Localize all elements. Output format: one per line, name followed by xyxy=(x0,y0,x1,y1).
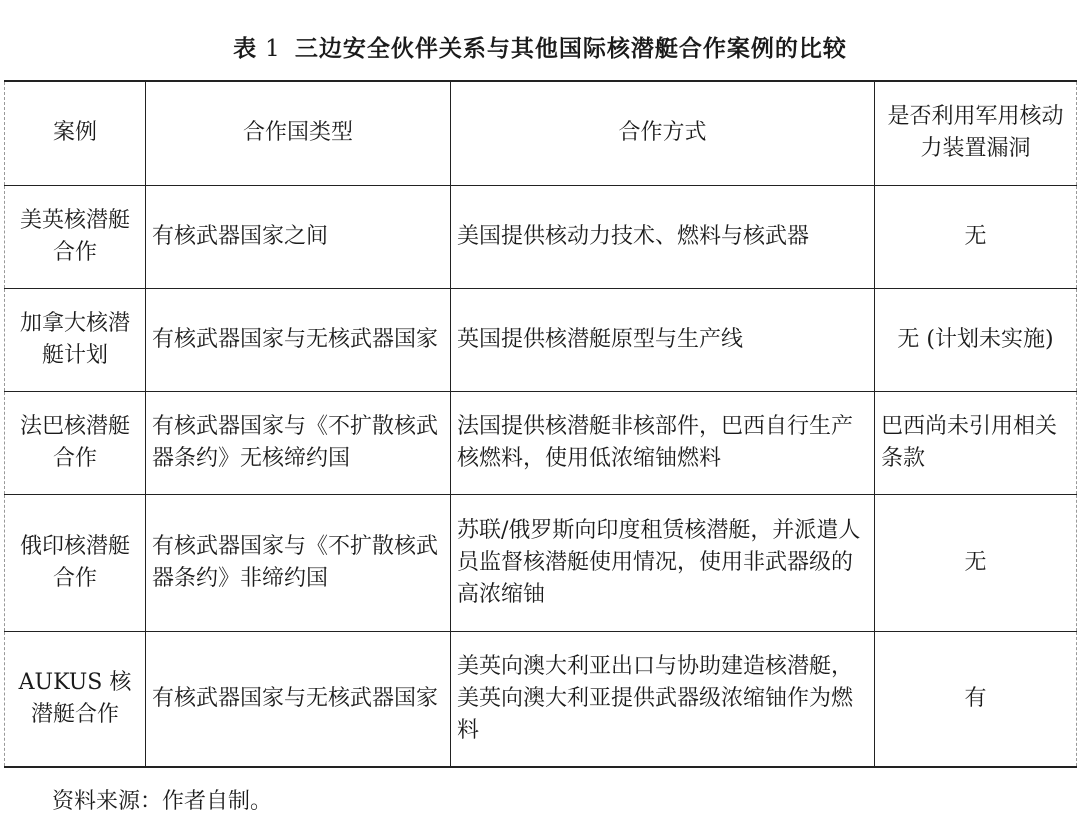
header-country-type: 合作国类型 xyxy=(146,81,451,185)
table-title-text: 三边安全伙伴关系与其他国际核潜艇合作案例的比较 xyxy=(294,36,847,62)
header-case: 案例 xyxy=(5,81,146,185)
table-row xyxy=(5,185,1077,288)
table-row xyxy=(5,391,1077,494)
cell-cooperation-method: 法国提供核潜艇非核部件，巴西自行生产核燃料，使用低浓缩铀燃料 xyxy=(451,391,875,494)
header-cooperation-method: 合作方式 xyxy=(451,81,875,185)
table-title xyxy=(0,30,1080,63)
table-row xyxy=(5,494,1077,631)
cell-case: AUKUS 核潜艇合作 xyxy=(5,631,146,767)
cell-loophole-use: 巴西尚未引用相关条款 xyxy=(875,391,1077,494)
cell-case: 俄印核潜艇合作 xyxy=(5,494,146,631)
table-row xyxy=(5,288,1077,391)
cell-cooperation-method: 美国提供核动力技术、燃料与核武器 xyxy=(451,185,875,288)
header-loophole-use: 是否利用军用核动力装置漏洞 xyxy=(875,81,1077,185)
cell-loophole-use: 无 xyxy=(875,494,1077,631)
cell-cooperation-method: 苏联/俄罗斯向印度租赁核潜艇，并派遣人员监督核潜艇使用情况，使用非武器级的高浓缩铀 xyxy=(451,494,875,631)
cell-cooperation-method: 美英向澳大利亚出口与协助建造核潜艇，美英向澳大利亚提供武器级浓缩铀作为燃料 xyxy=(451,631,875,767)
source-note: 资料来源：作者自制。 xyxy=(52,789,273,814)
cell-country-type: 有核武器国家之间 xyxy=(146,185,451,288)
table-header-row xyxy=(5,81,1077,185)
cell-case: 加拿大核潜艇计划 xyxy=(5,288,146,391)
cell-country-type: 有核武器国家与《不扩散核武器条约》非缔约国 xyxy=(146,494,451,631)
table-title-prefix: 表 xyxy=(233,36,258,62)
table-title-number: 1 xyxy=(265,36,281,62)
cell-case: 美英核潜艇合作 xyxy=(5,185,146,288)
cell-loophole-use: 有 xyxy=(875,631,1077,767)
cell-loophole-use: 无 xyxy=(875,185,1077,288)
cell-country-type: 有核武器国家与无核武器国家 xyxy=(146,631,451,767)
comparison-table xyxy=(4,80,1077,768)
cell-case: 法巴核潜艇合作 xyxy=(5,391,146,494)
cell-loophole-use: 无 (计划未实施) xyxy=(875,288,1077,391)
table-row xyxy=(5,631,1077,767)
cell-country-type: 有核武器国家与《不扩散核武器条约》无核缔约国 xyxy=(146,391,451,494)
cell-cooperation-method: 英国提供核潜艇原型与生产线 xyxy=(451,288,875,391)
cell-country-type: 有核武器国家与无核武器国家 xyxy=(146,288,451,391)
